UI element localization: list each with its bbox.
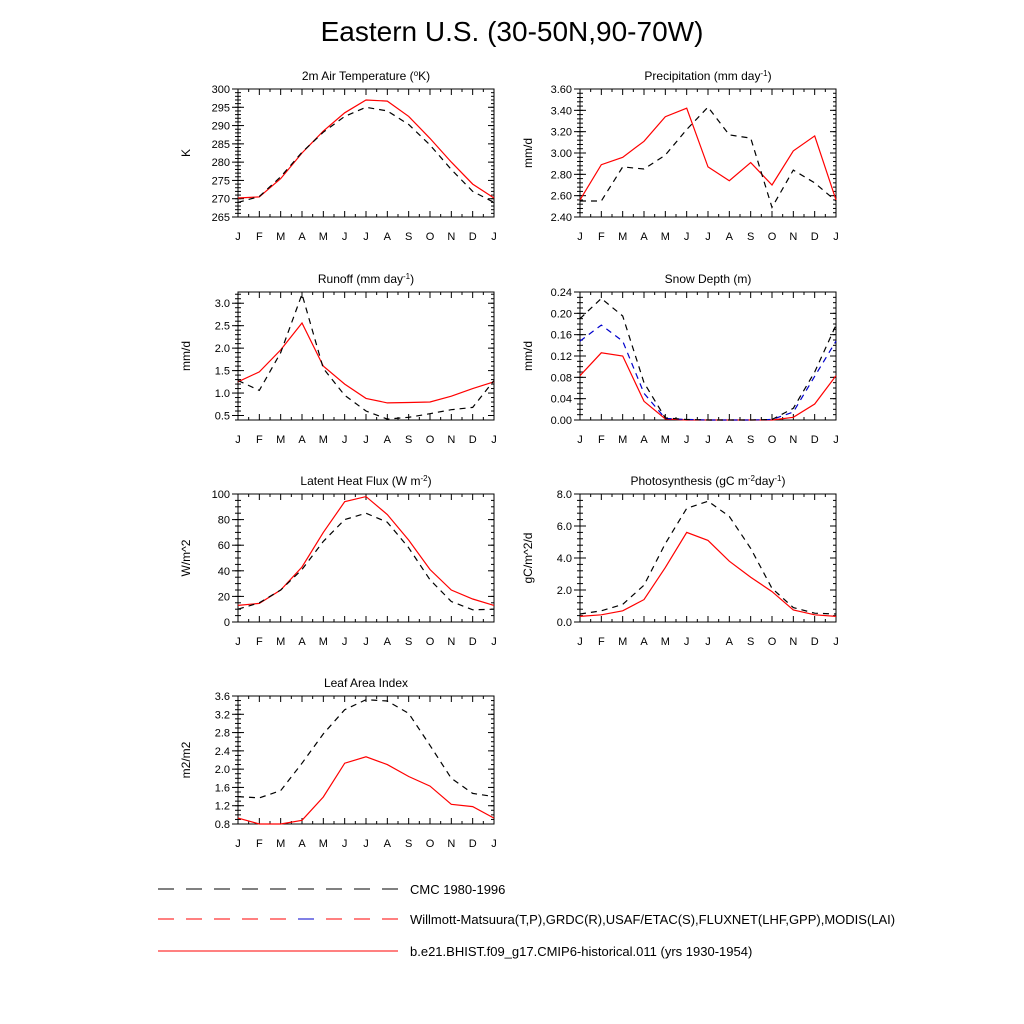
x-tick-label: A [383,231,392,243]
chart-title-text-mid: day [755,474,775,488]
x-tick-label: F [255,231,263,243]
x-tick-label: D [810,231,819,243]
y-tick-label: 0.5 [214,410,230,423]
plot-frame [238,494,494,622]
series-line-solid-red [580,353,836,420]
x-tick-label: J [235,636,241,648]
series-line-solid-red [238,757,494,824]
x-tick-label: N [447,231,456,243]
x-tick-label: J [235,434,241,446]
x-tick-label: O [425,636,435,648]
plot-frame [580,292,836,420]
y-tick-label: 300 [211,84,230,96]
x-tick-label: J [491,838,497,850]
x-tick-label: J [363,231,369,243]
y-tick-label: 2.4 [214,745,230,758]
x-tick-label: M [660,434,670,446]
x-tick-label: M [618,434,628,446]
y-axis-label: W/m^2 [179,539,193,577]
x-tick-label: N [447,838,456,850]
plot-frame [580,89,836,217]
page-title: Eastern U.S. (30-50N,90-70W) [320,16,704,47]
y-tick-label: 2.8 [214,727,230,740]
legend-item [158,882,505,897]
x-tick-label: A [640,231,648,243]
x-tick-label: M [276,636,286,648]
plot-frame [238,292,494,420]
y-tick-label: 280 [211,157,230,170]
chart-title-text-end: ) [427,474,432,488]
x-tick-label: A [383,838,392,850]
y-tick-label: 0.8 [214,819,230,831]
chart-panel-7 [179,676,497,850]
x-tick-label: J [833,434,839,446]
chart-title-text-end: ) [767,69,772,83]
chart-title-superscript: -1 [403,271,411,281]
x-tick-label: J [491,231,497,243]
y-tick-label: 6.0 [556,521,572,533]
chart-title [631,474,786,489]
x-tick-label: O [767,434,777,446]
y-axis-label: gC/m^2/d [521,532,535,584]
x-tick-label: A [725,434,734,446]
x-tick-label: M [276,231,286,243]
x-tick-label: S [746,231,755,243]
x-tick-label: M [276,838,286,850]
plot-frame [238,89,494,217]
y-axis-label: mm/d [521,341,535,371]
legend-item [158,912,895,927]
x-tick-label: J [683,636,690,648]
series-line-dash-black [238,107,494,202]
legend-label: CMC 1980-1996 [410,882,506,897]
legend-label: Willmott-Matsuura(T,P),GRDC(R),USAF/ETAC(S),FLUXNET(LHF,GPP),MODIS(LAI) [410,912,896,927]
x-tick-label: F [597,636,605,648]
chart-title-superscript: -1 [760,68,768,78]
chart-panel-6 [521,474,839,649]
chart-panel-1 [179,69,497,244]
x-tick-label: J [705,231,711,243]
x-tick-label: M [660,636,670,648]
series-line-dash-black [238,513,494,610]
x-tick-label: M [318,838,328,850]
y-tick-label: 8.0 [556,489,572,501]
x-tick-label: D [468,434,477,446]
chart-title-superscript: -1 [774,473,782,483]
plot-frame [580,494,836,622]
chart-title-text-end: ) [781,474,786,488]
x-tick-label: D [468,231,477,243]
chart-panel-3 [179,272,497,447]
x-tick-label: J [833,636,839,648]
x-tick-label: J [683,434,690,446]
x-tick-label: O [425,838,435,850]
x-tick-label: J [363,434,369,446]
x-tick-label: O [767,231,777,243]
chart-panel-5 [179,474,497,649]
chart-title-text: Photosynthesis (gC m [630,474,748,488]
x-tick-label: J [705,434,711,446]
y-tick-label: 285 [211,138,230,151]
y-tick-label: 0.20 [550,308,572,321]
x-tick-label: N [789,434,798,446]
series-line-dash-black [238,700,494,798]
series-line-solid-red [238,100,494,198]
y-tick-label: 80 [217,514,230,527]
y-tick-label: 0.12 [550,351,572,363]
x-tick-label: A [640,434,648,446]
series-line-dash-black [238,294,494,419]
x-tick-label: J [491,434,497,446]
y-tick-label: 0.08 [550,372,572,385]
x-tick-label: S [404,636,413,648]
x-tick-label: N [789,636,798,648]
chart-panel-2 [521,69,839,244]
y-tick-label: 3.0 [214,298,230,311]
x-tick-label: A [298,231,306,243]
y-tick-label: 0.16 [550,329,572,342]
x-tick-label: J [705,636,711,648]
x-tick-label: J [235,838,241,850]
series-line-solid-red [580,108,836,200]
y-axis-label: m2/m2 [179,741,193,779]
y-axis-label: mm/d [179,341,193,371]
x-tick-label: J [363,636,369,648]
chart-title [324,676,408,690]
series-line-solid-red [238,323,494,403]
x-tick-label: A [298,636,306,648]
x-tick-label: A [640,636,648,648]
y-tick-label: 2.5 [214,320,230,333]
chart-title-superscript: -2 [747,473,756,483]
x-tick-label: S [404,838,413,850]
x-tick-label: O [425,434,435,446]
x-tick-label: M [618,636,628,648]
chart-title-superscript: -2 [420,473,428,483]
x-tick-label: A [725,231,734,243]
x-tick-label: D [810,434,819,446]
x-tick-label: M [318,231,328,243]
chart-title-text: Latent Heat Flux (W m [300,474,421,488]
y-tick-label: 295 [211,102,230,115]
y-tick-label: 290 [211,120,230,133]
y-tick-label: 3.00 [550,148,572,160]
chart-title-superscript: o [413,68,419,78]
x-tick-label: F [255,434,263,446]
y-tick-label: 3.6 [214,691,230,703]
legend-item [158,944,752,959]
x-tick-label: F [597,434,605,446]
y-tick-label: 3.40 [550,105,572,118]
x-tick-label: S [404,434,413,446]
series-line-solid-red [238,497,494,606]
chart-title [302,69,430,84]
y-tick-label: 265 [211,212,230,224]
y-tick-label: 2.0 [214,343,230,356]
chart-title-text: Leaf Area Index [323,676,409,690]
y-tick-label: 2.80 [550,169,572,182]
chart-title-text: 2m Air Temperature ( [301,69,414,83]
x-tick-label: A [725,636,734,648]
y-tick-label: 0.24 [550,287,572,299]
y-tick-label: 1.2 [214,800,230,813]
y-tick-label: 1.0 [214,388,230,401]
series-line-dash-black [580,501,836,614]
x-tick-label: A [298,434,306,446]
y-tick-label: 0.04 [550,393,572,406]
y-axis-label: K [179,148,193,158]
y-tick-label: 20 [217,591,230,604]
y-tick-label: 2.0 [214,764,230,777]
x-tick-label: J [577,434,583,446]
y-tick-label: 60 [217,540,230,553]
legend [158,882,895,959]
y-tick-label: 270 [211,193,230,206]
x-tick-label: N [447,434,456,446]
y-tick-label: 40 [217,565,230,578]
x-tick-label: M [660,231,670,243]
series-line-dash-blue [580,325,836,420]
x-tick-label: M [318,636,328,648]
x-tick-label: F [597,231,605,243]
chart-title-text-end: ) [410,272,415,286]
y-tick-label: 3.60 [550,84,572,96]
series-line-solid-red [580,532,836,616]
chart-title-text: Precipitation (mm day [644,69,761,83]
x-tick-label: J [341,434,348,446]
x-tick-label: J [341,636,348,648]
x-tick-label: J [577,231,583,243]
x-tick-label: J [491,636,497,648]
y-tick-label: 3.2 [214,709,230,722]
x-tick-label: J [833,231,839,243]
x-tick-label: A [383,636,392,648]
y-axis-label: mm/d [521,138,535,168]
y-tick-label: 0.00 [550,415,572,427]
x-tick-label: A [298,838,306,850]
chart-title [300,474,431,489]
x-tick-label: S [746,434,755,446]
x-tick-label: F [255,636,263,648]
y-tick-label: 2.0 [556,585,572,597]
chart-title [665,272,752,286]
y-tick-label: 4.0 [556,553,572,565]
x-tick-label: N [447,636,456,648]
x-tick-label: S [746,636,755,648]
chart-title [318,272,414,287]
series-line-dash-black [580,107,836,207]
x-tick-label: M [618,231,628,243]
y-tick-label: 100 [211,489,230,501]
x-tick-label: J [683,231,690,243]
x-tick-label: J [363,838,369,850]
series-line-dash-black [580,298,836,420]
x-tick-label: O [425,231,435,243]
x-tick-label: M [318,434,328,446]
chart-title [644,69,771,84]
y-tick-label: 2.40 [550,212,572,224]
y-tick-label: 1.5 [214,365,230,378]
x-tick-label: A [383,434,392,446]
x-tick-label: D [468,838,477,850]
x-tick-label: J [341,231,348,243]
legend-label: b.e21.BHIST.f09_g17.CMIP6-historical.011 (yrs 1930-1954) [410,944,753,959]
y-tick-label: 0.0 [556,617,572,629]
chart-title-text: Runoff (mm day [317,272,404,286]
x-tick-label: J [235,231,241,243]
x-tick-label: J [341,838,348,850]
chart-title-text: Snow Depth (m) [664,272,752,286]
y-tick-label: 2.60 [550,190,572,203]
x-tick-label: O [767,636,777,648]
x-tick-label: N [789,231,798,243]
x-tick-label: D [810,636,819,648]
x-tick-label: S [404,231,413,243]
y-tick-label: 3.20 [550,126,572,139]
x-tick-label: M [276,434,286,446]
chart-title-text-end: K) [418,69,431,83]
y-tick-label: 1.6 [214,782,230,795]
chart-panel-4 [521,272,839,446]
x-tick-label: F [255,838,263,850]
y-tick-label: 0 [223,617,230,629]
y-tick-label: 275 [211,175,230,188]
x-tick-label: J [577,636,583,648]
x-tick-label: D [468,636,477,648]
